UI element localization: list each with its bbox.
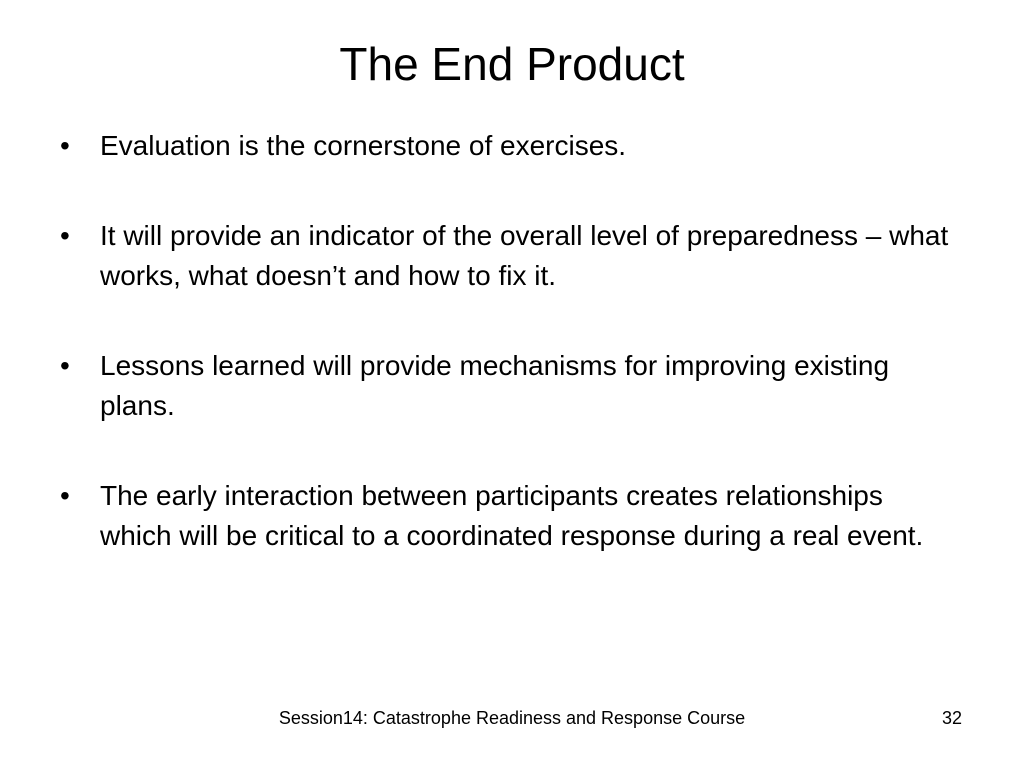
bullet-text: It will provide an indicator of the overall level of preparedness – what works, what doesn’t and how to fix it. [100, 220, 949, 291]
bullet-marker: • [60, 350, 70, 381]
bullet-item [60, 346, 960, 426]
bullet-item [60, 216, 960, 296]
bullet-item [60, 126, 960, 166]
bullet-item [60, 476, 960, 556]
bullet-text: Evaluation is the cornerstone of exercises. [100, 130, 627, 161]
bullet-marker: • [60, 480, 70, 511]
page-number: 32 [941, 708, 962, 728]
bullet-text: The early interaction between participants creates relationships which will be critical to a coordinated response during a real event. [100, 480, 924, 551]
bullet-marker: • [60, 130, 70, 161]
bullet-marker: • [60, 220, 70, 251]
footer-text: Session14: Catastrophe Readiness and Response Course [278, 708, 746, 728]
bullet-list [60, 126, 960, 606]
slide-title: The End Product [339, 38, 685, 90]
slide-footer [0, 706, 1024, 730]
bullet-text: Lessons learned will provide mechanisms for improving existing plans. [100, 350, 890, 421]
